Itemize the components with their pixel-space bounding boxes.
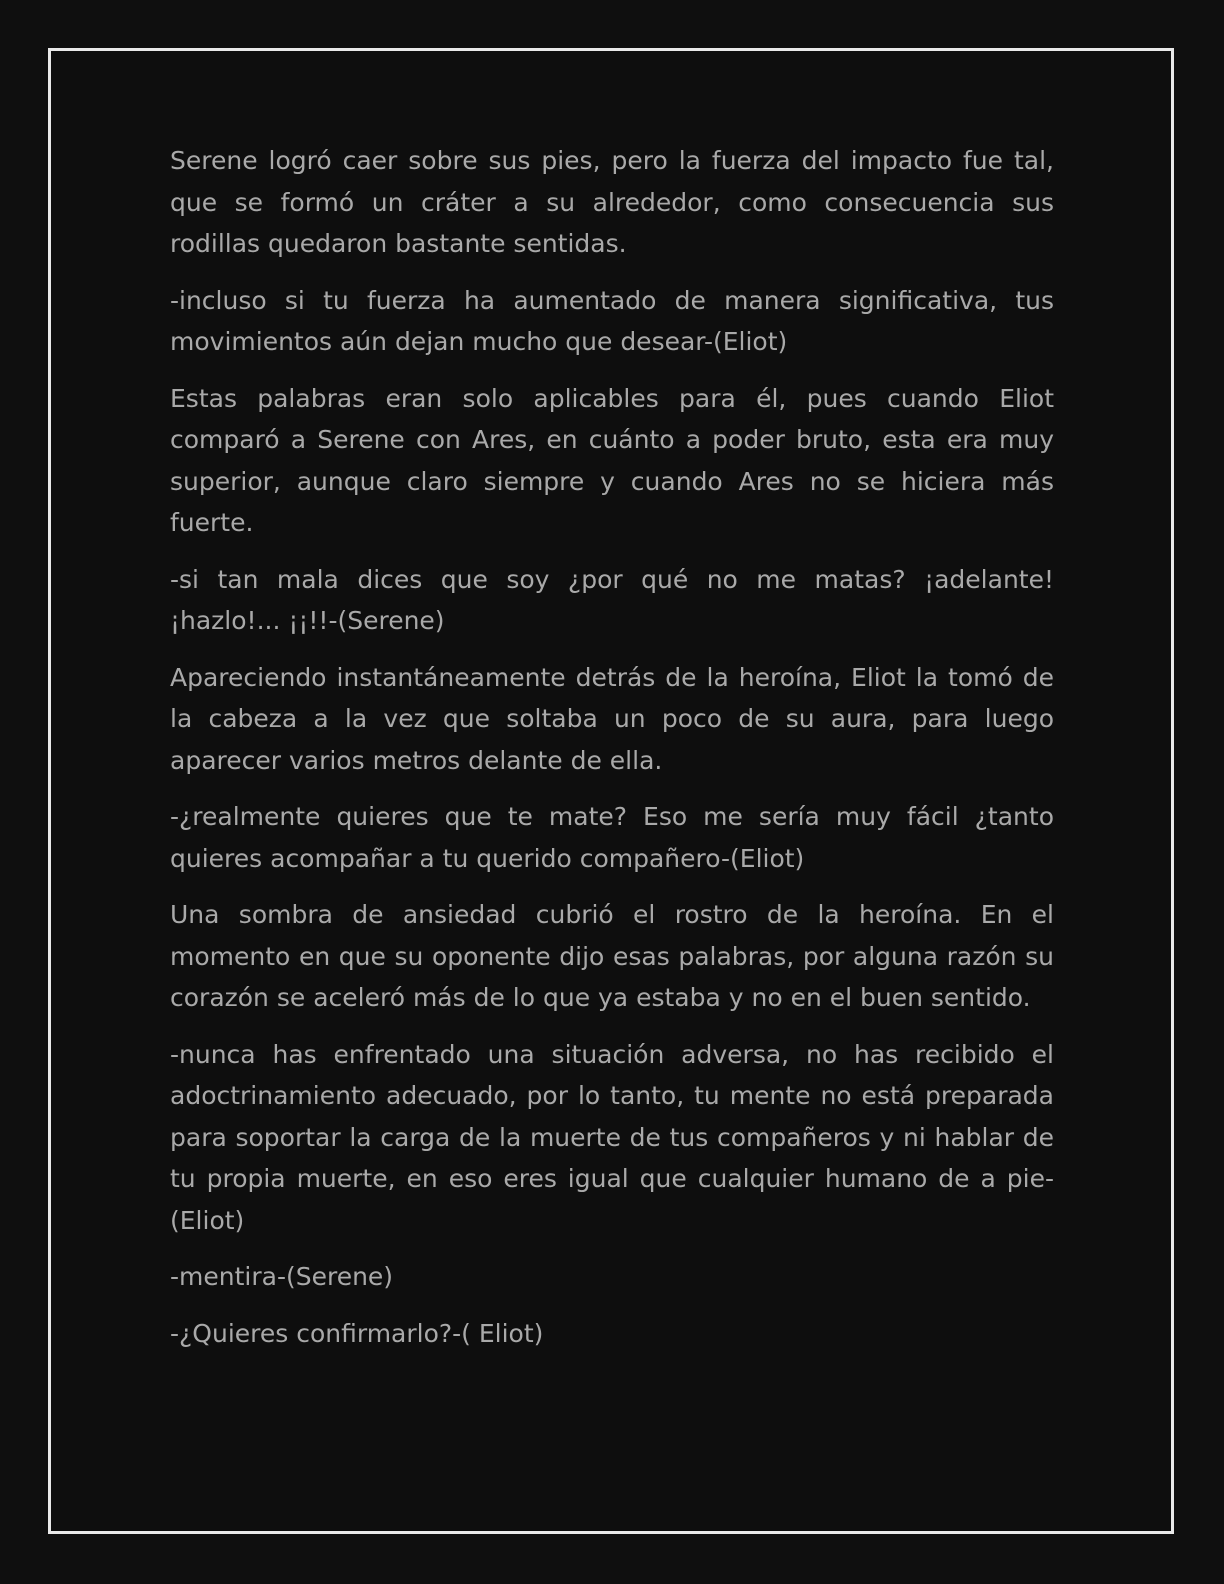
paragraph-10: -¿Quieres confirmarlo?-( Eliot) — [170, 1318, 544, 1348]
paragraph-1: Serene logró caer sobre sus pies, pero la fuerza del impacto fue tal, que se formó un cráter a su alrededor, como consecuencia sus rodillas quedaron bastante sentidas. — [170, 146, 1054, 258]
paragraph-8: -nunca has enfrentado una situación adversa, no has recibido el adoctrinamiento adecuado, por lo tanto, tu mente no está preparada para soportar la carga de la muerte de tus compañeros y ni hablar de tu propia muerte, en eso eres igual que cualquier humano de a pie-(Eliot) — [170, 1039, 1054, 1235]
paragraph-5: Apareciendo instantáneamente detrás de la heroína, Eliot la tomó de la cabeza a la vez que soltaba un poco de su aura, para luego aparecer varios metros delante de ella. — [170, 662, 1054, 775]
paragraph-3: Estas palabras eran solo aplicables para él, pues cuando Eliot comparó a Serene con Ares, en cuánto a poder bruto, esta era muy superior, aunque claro siempre y cuando Ares no se hiciera más fuerte. — [170, 383, 1054, 537]
paragraph-9: -mentira-(Serene) — [170, 1262, 394, 1291]
paragraph-7: Una sombra de ansiedad cubrió el rostro de la heroína. En el momento en que su oponente dijo esas palabras, por alguna razón su corazón se aceleró más de lo que ya estaba y no en el buen sentido. — [170, 900, 1054, 1012]
paragraph-2: -incluso si tu fuerza ha aumentado de manera significativa, tus movimientos aún dejan mucho que desear-(Eliot) — [170, 285, 1054, 356]
story-text — [170, 140, 1054, 1369]
paragraph-6: -¿realmente quieres que te mate? Eso me sería muy fácil ¿tanto quieres acompañar a tu querido compañero-(Eliot) — [170, 802, 1054, 873]
paragraph-4: -si tan mala dices que soy ¿por qué no me matas? ¡adelante! ¡hazlo!... ¡¡!!-(Serene) — [170, 564, 1054, 635]
